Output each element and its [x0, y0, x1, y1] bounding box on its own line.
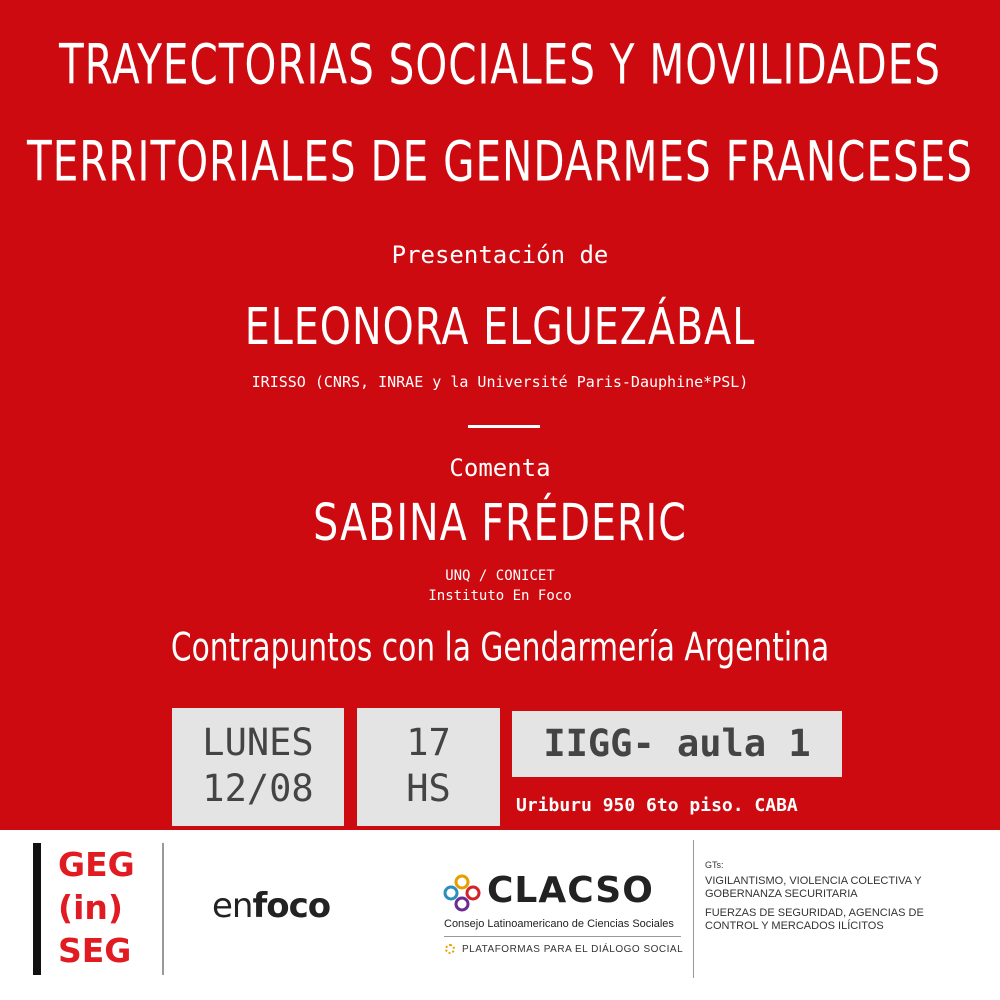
commenter-name: SABINA FRÉDERIC: [313, 494, 687, 553]
presenter-name: ELEONORA ELGUEZÁBAL: [244, 298, 756, 357]
clacso-fullname: Consejo Latinoamericano de Ciencias Sociales: [444, 918, 674, 930]
clacso-wordmark: CLACSO: [487, 870, 654, 911]
enfoco-logo: [212, 886, 330, 926]
footer-divider-2: [693, 840, 694, 978]
time-box: [357, 708, 500, 826]
hour-unit-label: HS: [406, 767, 451, 810]
date-box: [172, 708, 344, 826]
footer-divider-1: [162, 843, 164, 975]
enfoco-logo-light: en: [212, 886, 253, 926]
title-line-2: TERRITORIALES DE GENDARMES FRANCESES: [27, 129, 973, 194]
divider: [468, 425, 540, 428]
room-label: IIGG- aula 1: [543, 722, 811, 765]
enfoco-logo-bold: foco: [252, 886, 331, 926]
hour-label: 17: [406, 721, 451, 764]
commenter-affiliation-2: Instituto En Foco: [428, 588, 572, 604]
platform-ring-icon: [445, 944, 455, 954]
room-box: [512, 711, 842, 777]
geg-logo-line-3: SEG: [58, 931, 132, 970]
title-line-1: TRAYECTORIAS SOCIALES Y MOVILIDADES: [58, 32, 942, 97]
gts-label: GTs:: [705, 860, 724, 870]
clacso-flower-icon: [443, 874, 481, 912]
address-label: Uriburu 950 6to piso. CABA: [516, 795, 798, 816]
presenter-affiliation: IRISSO (CNRS, INRAE y la Université Paris-Dauphine*PSL): [251, 373, 749, 391]
geg-logo-bar: [33, 843, 41, 975]
commenter-affiliation-1: UNQ / CONICET: [445, 568, 555, 584]
date-label: 12/08: [202, 767, 314, 810]
event-subtitle: Contrapuntos con la Gendarmería Argentina: [170, 623, 830, 670]
day-label: LUNES: [202, 721, 314, 764]
comment-label: Comenta: [449, 454, 551, 482]
geg-inseg-logo: [58, 843, 135, 972]
clacso-platform-label: PLATAFORMAS PARA EL DIÁLOGO SOCIAL: [462, 944, 684, 955]
gt2-line-2: CONTROL Y MERCADOS ILÍCITOS: [705, 920, 884, 932]
sponsor-footer: [0, 830, 1000, 1000]
presentation-label: Presentación de: [391, 241, 609, 269]
geg-logo-line-2: (in): [58, 888, 123, 927]
working-groups: [705, 860, 924, 933]
geg-logo-line-1: GEG: [58, 845, 135, 884]
gt1-line-2: GOBERNANZA SECURITARIA: [705, 888, 858, 900]
clacso-rule: [444, 936, 681, 937]
gt2-line-1: FUERZAS DE SEGURIDAD, AGENCIAS DE: [705, 907, 924, 919]
gt1-line-1: VIGILANTISMO, VIOLENCIA COLECTIVA Y: [705, 875, 922, 887]
